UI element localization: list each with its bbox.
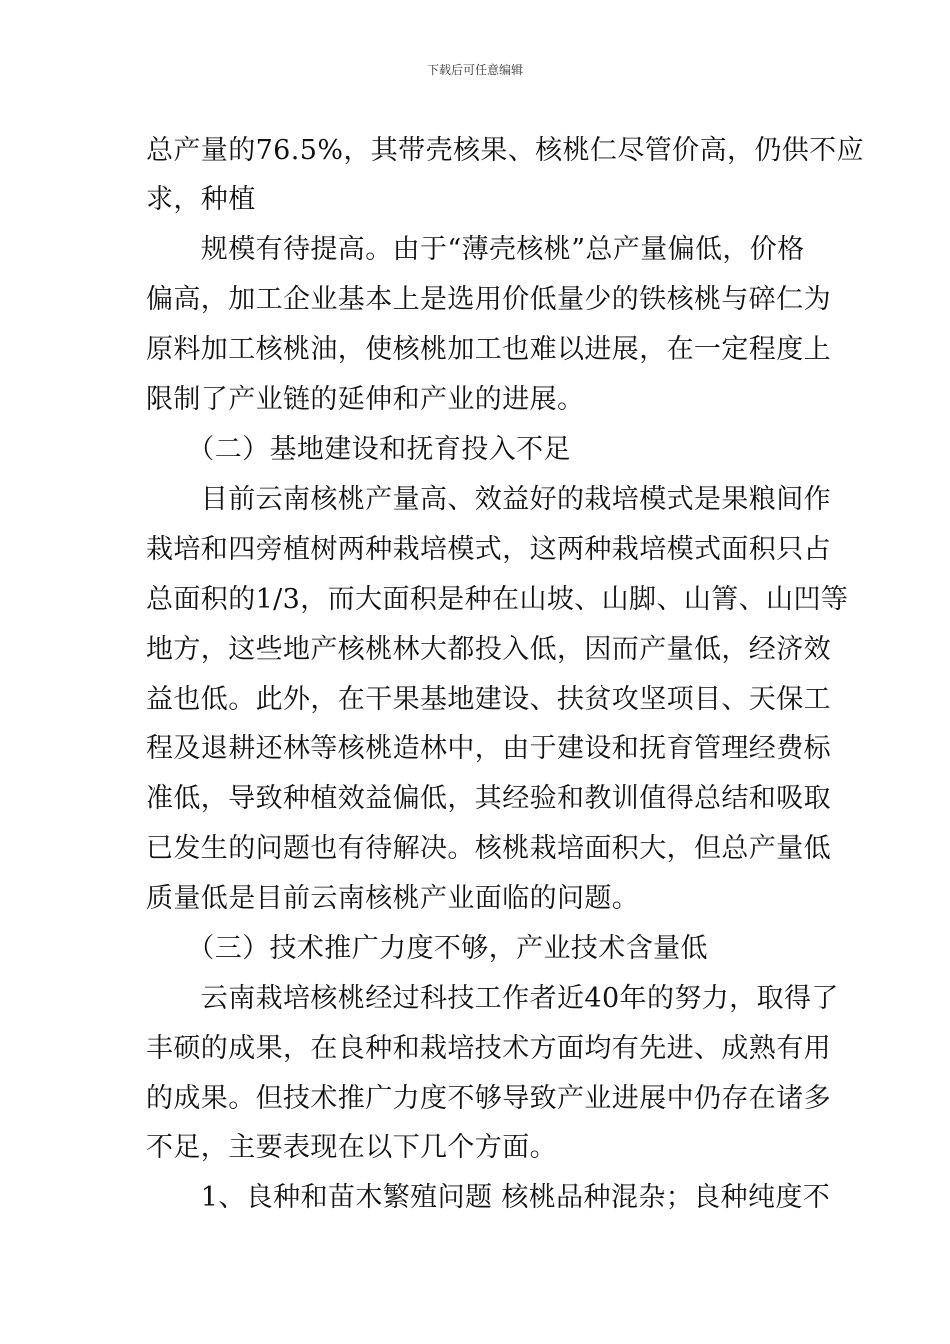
text-line: 已发生的问题也有待解决。核桃栽培面积大，但总产量低 [146, 833, 831, 864]
text-line: 丰硕的成果，在良种和栽培技术方面均有先进、成熟有用 [146, 1033, 831, 1064]
text-line: 栽培和四旁植树两种栽培模式，这两种栽培模式面积只占 [146, 534, 831, 565]
text-line: 准低，导致种植效益偏低，其经验和教训值得总结和吸取 [146, 783, 831, 814]
page-header: 下载后可任意编辑 [426, 63, 523, 77]
section-heading: （三）技术推广力度不够，产业技术含量低 [146, 933, 708, 964]
text-line: 目前云南核桃产量高、效益好的栽培模式是果粮间作 [146, 484, 831, 515]
text-line: 云南栽培核桃经过科技工作者近40年的努力，取得了 [146, 983, 839, 1014]
text-line: 原料加工核桃油，使核桃加工也难以进展，在一定程度上 [146, 334, 831, 365]
text-line: 程及退耕还林等核桃造林中，由于建设和抚育管理经费标 [146, 733, 831, 764]
text-line: 不足，主要表现在以下几个方面。 [146, 1132, 557, 1163]
text-line: 总产量的76.5%，其带壳核果、核桃仁尽管价高，仍供不应 [146, 135, 864, 166]
text-line: 总面积的1/3，而大面积是种在山坡、山脚、山箐、山凹等 [146, 584, 849, 615]
section-heading: （二）基地建设和抚育投入不足 [146, 434, 571, 465]
text-line: 益也低。此外，在干果基地建设、扶贫攻坚项目、天保工 [146, 684, 831, 715]
text-line: 1、良种和苗木繁殖问题 核桃品种混杂；良种纯度不 [146, 1182, 831, 1213]
text-line: 限制了产业链的延伸和产业的进展。 [146, 384, 585, 415]
text-line: 地方，这些地产核桃林大都投入低，因而产量低，经济效 [146, 634, 831, 665]
text-line: 的成果。但技术推广力度不够导致产业进展中仍存在诸多 [146, 1083, 831, 1114]
text-line: 规模有待提高。由于“薄壳核桃”总产量偏低，价格 [146, 234, 805, 265]
text-line: 求，种植 [146, 184, 256, 215]
text-line: 质量低是目前云南核桃产业面临的问题。 [146, 883, 640, 914]
text-line: 偏高，加工企业基本上是选用价低量少的铁核桃与碎仁为 [146, 284, 831, 315]
